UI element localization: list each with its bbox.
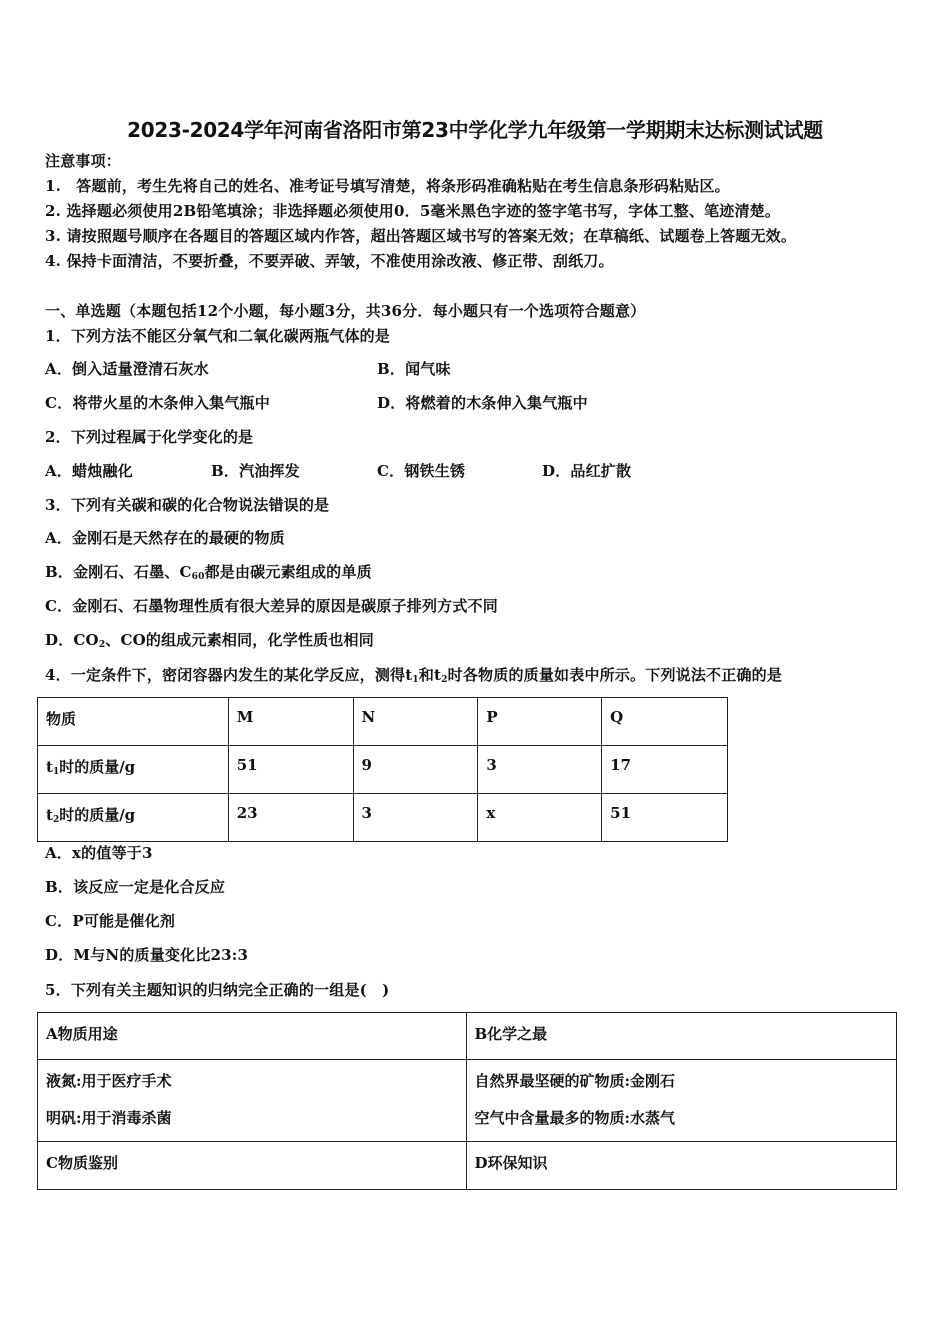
table-row [38, 1060, 897, 1142]
cell-line: 自然界最坚硬的矿物质:金刚石 [474, 1072, 676, 1090]
cell-a-content [38, 1060, 467, 1142]
q2-option-d: D．品红扩散 [542, 462, 632, 480]
table-row [38, 1142, 897, 1190]
cell-line: 空气中含量最多的物质:水蒸气 [474, 1109, 676, 1127]
q4-option-a: A．x的值等于3 [45, 844, 153, 862]
q4-option-d: D．M与N的质量变化比23:3 [45, 946, 249, 964]
row-label: $t_1$时的质量/g [38, 746, 229, 794]
q4-stem: 4．一定条件下，密闭容器内发生的某化学反应，测得$t_1$和$t_2$时各物质的质量如表中所示。下列说法不正确的是 [45, 666, 783, 685]
notice-item: 3. 请按照题号顺序在各题目的答题区域内作答，超出答题区域书写的答案无效；在草稿纸、试题卷上答题无效。 [45, 227, 797, 245]
q2-option-a: A．蜡烛融化 [45, 462, 133, 480]
table-cell: 51 [602, 794, 728, 842]
page-title: 2023-2024学年河南省洛阳市第23中学化学九年级第一学期期末达标测试试题 [127, 118, 823, 142]
table-cell: 3 [353, 794, 478, 842]
table-header-row [38, 698, 728, 746]
q3-option-a: A．金刚石是天然存在的最硬的物质 [45, 529, 285, 547]
table-cell: 3 [478, 746, 602, 794]
cell-b-title: B化学之最 [466, 1013, 897, 1060]
cell-c-title: C物质鉴别 [38, 1142, 467, 1190]
cell-b-content [466, 1060, 897, 1142]
q3-option-d: D．$CO_2$、CO的组成元素相同，化学性质也相同 [45, 631, 374, 650]
table-row [38, 794, 728, 842]
table-header-cell: P [478, 698, 602, 746]
q2-option-c: C．钢铁生锈 [377, 462, 466, 480]
q3-option-c: C．金刚石、石墨物理性质有很大差异的原因是碳原子排列方式不同 [45, 597, 498, 615]
q5-topic-table [37, 1012, 897, 1190]
q4-option-b: B．该反应一定是化合反应 [45, 878, 226, 896]
q4-option-c: C．P可能是催化剂 [45, 912, 176, 930]
notice-item: 4. 保持卡面清洁，不要折叠，不要弄破、弄皱，不准使用涂改液、修正带、刮纸刀。 [45, 252, 614, 270]
cell-a-title: A物质用途 [38, 1013, 467, 1060]
table-row [38, 1013, 897, 1060]
table-header-cell: N [353, 698, 478, 746]
table-cell: 9 [353, 746, 478, 794]
cell-line: 液氮:用于医疗手术 [46, 1072, 172, 1090]
q3-option-b: B．金刚石、石墨、$C_{60}$都是由碳元素组成的单质 [45, 563, 372, 582]
table-cell: 23 [228, 794, 353, 842]
cell-line: 明矾:用于消毒杀菌 [46, 1109, 172, 1127]
notice-heading: 注意事项： [45, 152, 122, 170]
q4-mass-table [37, 697, 728, 842]
table-cell: x [478, 794, 602, 842]
cell-d-title: D环保知识 [466, 1142, 897, 1190]
table-header-cell: Q [602, 698, 728, 746]
table-cell: 51 [228, 746, 353, 794]
q1-option-a: A．倒入适量澄清石灰水 [45, 360, 209, 378]
q3-stem: 3．下列有关碳和碳的化合物说法错误的是 [45, 496, 330, 514]
q1-stem: 1．下列方法不能区分氧气和二氧化碳两瓶气体的是 [45, 327, 391, 345]
q5-stem: 5．下列有关主题知识的归纳完全正确的一组是( ) [45, 981, 390, 999]
section-heading: 一、单选题（本题包括12个小题，每小题3分，共36分．每小题只有一个选项符合题意） [45, 302, 646, 320]
table-header-cell: M [228, 698, 353, 746]
q1-option-d: D．将燃着的木条伸入集气瓶中 [377, 394, 588, 412]
notice-item: 2. 选择题必须使用2B铅笔填涂；非选择题必须使用0．5毫米黑色字迹的签字笔书写，字体工整、笔迹清楚。 [45, 202, 781, 220]
row-label: $t_2$时的质量/g [38, 794, 229, 842]
table-cell: 17 [602, 746, 728, 794]
notice-item: 1. 答题前，考生先将自己的姓名、准考证号填写清楚，将条形码准确粘贴在考生信息条形码粘贴区。 [45, 177, 730, 195]
table-row [38, 746, 728, 794]
q2-option-b: B．汽油挥发 [211, 462, 300, 480]
q1-option-c: C．将带火星的木条伸入集气瓶中 [45, 394, 270, 412]
table-header-cell: 物质 [38, 698, 229, 746]
q2-stem: 2．下列过程属于化学变化的是 [45, 428, 254, 446]
q1-option-b: B．闻气味 [377, 360, 451, 378]
